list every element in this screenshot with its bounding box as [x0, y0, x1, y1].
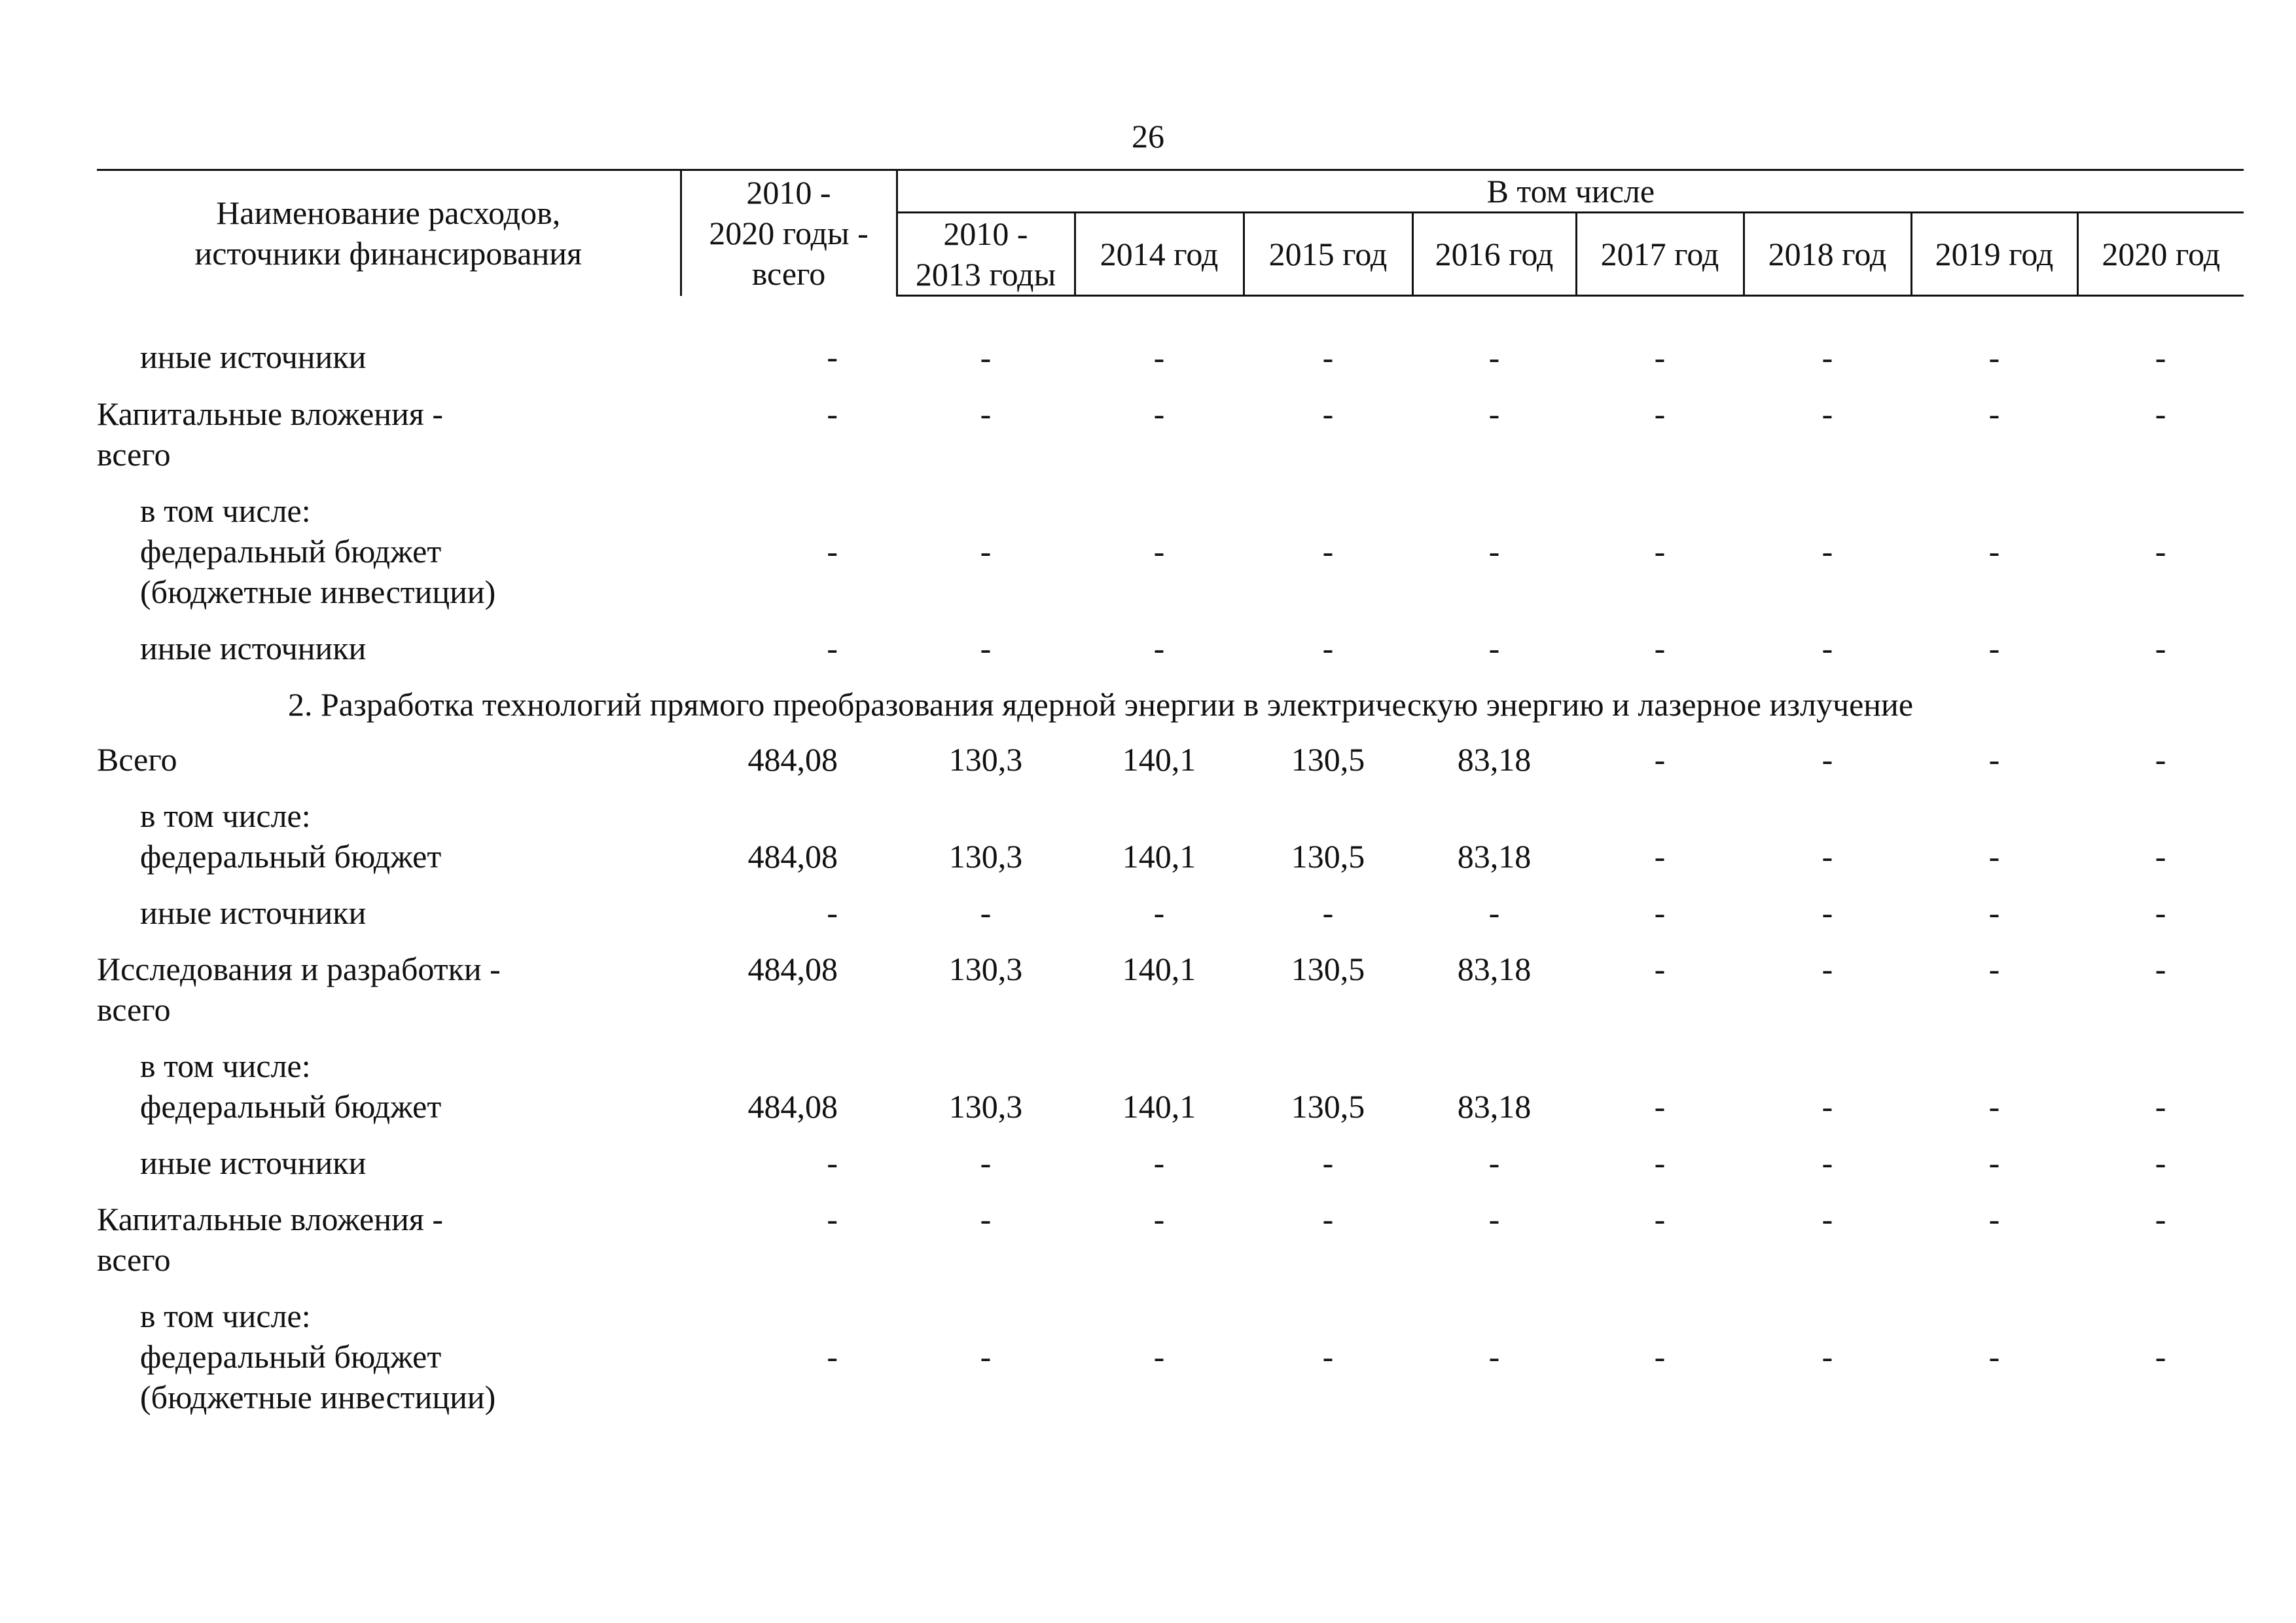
header-subcolumn: 2018 год: [1744, 213, 1911, 296]
value-cell: -: [1988, 339, 2000, 376]
table-row: [97, 1296, 2244, 1433]
section-title: 2. Разработка технологий прямого преобразования ядерной энергии в электрическую энергию и лазерное излучение: [288, 686, 1914, 723]
value-cell: -: [1821, 630, 1833, 666]
value-cell: -: [1988, 533, 2000, 570]
row-label: в том числе: федеральный бюджет: [140, 797, 442, 875]
value-cell: -: [1988, 838, 2000, 875]
value-cell: 83,18: [1457, 838, 1532, 875]
value-cell: 130,5: [1291, 951, 1365, 987]
value-cell: 83,18: [1457, 741, 1532, 778]
value-cell: -: [1988, 741, 2000, 778]
value-cell: -: [1988, 894, 2000, 931]
value-cell: -: [1322, 395, 1334, 432]
row-label: иные источники: [140, 894, 367, 931]
value-cell: 130,5: [1291, 741, 1365, 778]
value-cell: -: [980, 630, 992, 666]
value-cell: -: [2155, 951, 2166, 987]
value-cell: -: [1821, 1338, 1833, 1375]
value-cell: -: [980, 339, 992, 376]
value-cell: -: [1153, 894, 1165, 931]
value-cell: -: [1322, 1201, 1334, 1237]
value-cell: -: [827, 533, 838, 570]
value-cell: -: [1322, 1338, 1334, 1375]
table-row: [97, 628, 2244, 684]
table-row: [97, 1199, 2244, 1296]
value-cell: -: [2155, 339, 2166, 376]
value-cell: -: [1654, 951, 1666, 987]
header-subcolumn: 2017 год: [1576, 213, 1744, 296]
value-cell: -: [1488, 339, 1500, 376]
value-cell: -: [1988, 1338, 2000, 1375]
value-cell: -: [1821, 1144, 1833, 1181]
value-cell: -: [1488, 1338, 1500, 1375]
table-row: [97, 296, 2244, 394]
value-cell: 130,3: [948, 1088, 1023, 1125]
value-cell: -: [1654, 894, 1666, 931]
value-cell: -: [1654, 1338, 1666, 1375]
value-cell: -: [2155, 533, 2166, 570]
value-cell: 130,5: [1291, 838, 1365, 875]
value-cell: -: [1488, 1144, 1500, 1181]
header-subcolumn: 2010 - 2013 годы: [897, 213, 1075, 296]
value-cell: -: [2155, 630, 2166, 666]
value-cell: -: [980, 1201, 992, 1237]
value-cell: 130,3: [948, 741, 1023, 778]
value-cell: -: [1153, 395, 1165, 432]
value-cell: -: [2155, 1201, 2166, 1237]
row-label: Исследования и разработки - всего: [97, 951, 501, 1028]
value-cell: -: [1488, 395, 1500, 432]
value-cell: -: [1821, 894, 1833, 931]
value-cell: 130,3: [948, 951, 1023, 987]
value-cell: -: [1654, 1088, 1666, 1125]
section-row: [97, 684, 2244, 739]
value-cell: -: [1821, 1088, 1833, 1125]
value-cell: -: [1153, 339, 1165, 376]
value-cell: -: [1654, 395, 1666, 432]
row-label: иные источники: [140, 630, 367, 666]
header-subcolumn: 2019 год: [1911, 213, 2077, 296]
value-cell: -: [1988, 1201, 2000, 1237]
table-row: [97, 490, 2244, 628]
value-cell: -: [1654, 1201, 1666, 1237]
table-row: [97, 795, 2244, 892]
table-row: [97, 1046, 2244, 1142]
table-row: [97, 739, 2244, 795]
value-cell: -: [980, 395, 992, 432]
value-cell: -: [1153, 630, 1165, 666]
value-cell: -: [2155, 838, 2166, 875]
value-cell: -: [1322, 533, 1334, 570]
value-cell: -: [1488, 630, 1500, 666]
value-cell: 130,5: [1291, 1088, 1365, 1125]
header-total-column: 2010 - 2020 годы - всего: [681, 170, 897, 296]
value-cell: -: [1322, 894, 1334, 931]
row-label: Капитальные вложения - всего: [97, 1201, 444, 1278]
value-cell: -: [1821, 395, 1833, 432]
value-cell: -: [1654, 838, 1666, 875]
value-cell: -: [2155, 741, 2166, 778]
value-cell: 140,1: [1122, 951, 1196, 987]
value-cell: -: [980, 1144, 992, 1181]
table-body: [97, 296, 2244, 1434]
value-cell: -: [827, 894, 838, 931]
value-cell: 484,08: [747, 1088, 838, 1125]
value-cell: -: [1821, 533, 1833, 570]
header-name-column: Наименование расходов, источники финансирования: [97, 170, 681, 296]
table-row: [97, 892, 2244, 949]
table-row: [97, 393, 2244, 490]
value-cell: -: [1988, 1088, 2000, 1125]
value-cell: 83,18: [1457, 951, 1532, 987]
value-cell: -: [1322, 630, 1334, 666]
value-cell: -: [1988, 630, 2000, 666]
value-cell: -: [1153, 1338, 1165, 1375]
value-cell: -: [980, 533, 992, 570]
header-subcolumn: 2015 год: [1244, 213, 1412, 296]
table-row: [97, 949, 2244, 1046]
row-label: иные источники: [140, 338, 367, 375]
page-number: 26: [1132, 118, 1164, 155]
value-cell: -: [1821, 1201, 1833, 1237]
value-cell: -: [1153, 533, 1165, 570]
value-cell: -: [1488, 894, 1500, 931]
value-cell: -: [1821, 339, 1833, 376]
value-cell: -: [1654, 741, 1666, 778]
value-cell: -: [827, 395, 838, 432]
header-group-label: В том числе: [897, 170, 2244, 213]
row-label: в том числе: федеральный бюджет: [140, 1048, 442, 1125]
table-header: [97, 170, 2244, 296]
value-cell: -: [827, 1144, 838, 1181]
value-cell: -: [980, 1338, 992, 1375]
value-cell: 484,08: [747, 741, 838, 778]
value-cell: -: [1654, 630, 1666, 666]
value-cell: -: [1821, 838, 1833, 875]
value-cell: -: [1988, 1144, 2000, 1181]
value-cell: -: [1654, 533, 1666, 570]
value-cell: -: [1153, 1201, 1165, 1237]
row-label: в том числе: федеральный бюджет (бюджетные инвестиции): [140, 492, 496, 610]
header-subcolumn: 2016 год: [1412, 213, 1576, 296]
row-label: Всего: [97, 741, 177, 778]
value-cell: -: [2155, 894, 2166, 931]
value-cell: -: [827, 1201, 838, 1237]
value-cell: -: [2155, 1088, 2166, 1125]
row-label: иные источники: [140, 1144, 367, 1181]
value-cell: 140,1: [1122, 838, 1196, 875]
value-cell: -: [827, 338, 838, 375]
value-cell: -: [1988, 951, 2000, 987]
value-cell: -: [1821, 741, 1833, 778]
value-cell: -: [1322, 339, 1334, 376]
value-cell: 484,08: [747, 951, 838, 987]
value-cell: 140,1: [1122, 741, 1196, 778]
header-subcolumn: 2014 год: [1075, 213, 1244, 296]
value-cell: -: [1654, 1144, 1666, 1181]
value-cell: -: [1821, 951, 1833, 987]
value-cell: -: [1488, 533, 1500, 570]
table-row: [97, 1142, 2244, 1199]
value-cell: -: [2155, 1144, 2166, 1181]
value-cell: 140,1: [1122, 1088, 1196, 1125]
value-cell: -: [827, 630, 838, 666]
value-cell: -: [1322, 1144, 1334, 1181]
value-cell: -: [2155, 1338, 2166, 1375]
value-cell: -: [1153, 1144, 1165, 1181]
value-cell: -: [1654, 339, 1666, 376]
value-cell: 130,3: [948, 838, 1023, 875]
value-cell: 83,18: [1457, 1088, 1532, 1125]
value-cell: -: [980, 894, 992, 931]
value-cell: -: [1988, 395, 2000, 432]
value-cell: 484,08: [747, 838, 838, 875]
value-cell: -: [2155, 395, 2166, 432]
row-label: в том числе: федеральный бюджет (бюджетные инвестиции): [140, 1298, 496, 1415]
financing-table: [97, 169, 2244, 1433]
value-cell: -: [1488, 1201, 1500, 1237]
row-label: Капитальные вложения - всего: [97, 395, 444, 473]
header-subcolumn: 2020 год: [2077, 213, 2244, 296]
financing-table-container: [97, 169, 2244, 1433]
value-cell: -: [827, 1338, 838, 1375]
